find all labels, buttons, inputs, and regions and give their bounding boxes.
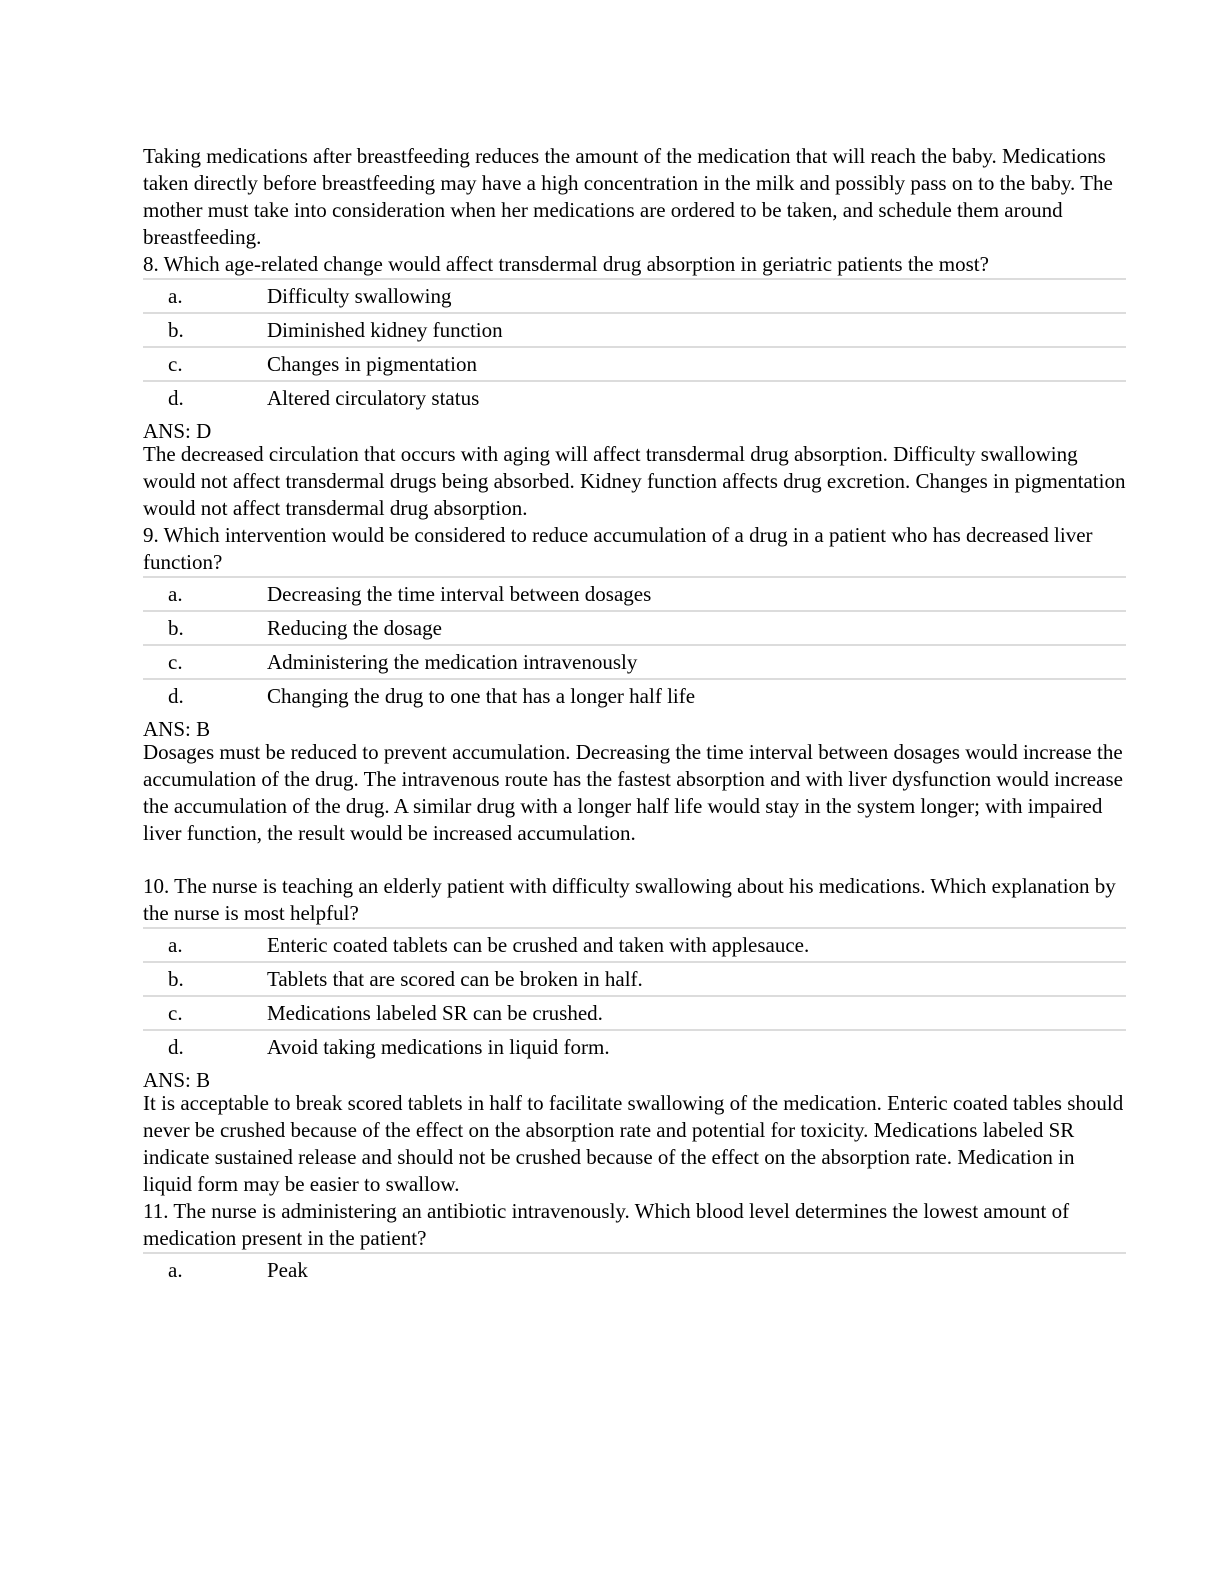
question-8-choices: [143, 278, 1126, 414]
paragraph-spacer: [143, 847, 1126, 873]
choice-letter: b.: [143, 962, 267, 996]
choice-row: [143, 928, 1126, 962]
choice-text: Changes in pigmentation: [267, 347, 1126, 381]
question-9: [143, 522, 1126, 847]
choice-text: Tablets that are scored can be broken in half.: [267, 962, 1126, 996]
choice-text: Avoid taking medications in liquid form.: [267, 1034, 610, 1059]
choice-letter: c.: [143, 645, 267, 679]
choice-letter: d.: [168, 385, 184, 410]
choice-letter: a.: [143, 928, 267, 962]
choice-row: [143, 279, 1126, 313]
question-9-answer: ANS: B: [143, 717, 211, 741]
choice-letter: c.: [143, 996, 267, 1030]
choice-letter: d.: [168, 683, 184, 708]
choice-text: Changing the drug to one that has a longer half life: [267, 683, 696, 708]
choice-text: Reducing the dosage: [267, 611, 1126, 645]
choice-letter: a.: [143, 577, 267, 611]
question-8: [143, 251, 1126, 522]
choice-row: [143, 611, 1126, 645]
choice-text: Medications labeled SR can be crushed.: [267, 996, 1126, 1030]
question-11-text: 11. The nurse is administering an antibiotic intravenously. Which blood level determines the lowest amount of medication present in the patient?: [143, 1199, 1070, 1250]
choice-letter: b.: [143, 611, 267, 645]
question-10-rationale: It is acceptable to break scored tablets in half to facilitate swallowing of the medication. Enteric coated tables should never be crushed because of the effect on the absorption rate and potential for toxicity. Medications labeled SR indicate sustained release and should not be crushed because of the effect on the absorption rate. Medication in liquid form may be easier to swallow.: [143, 1091, 1124, 1196]
choice-letter: d.: [168, 1034, 184, 1059]
choice-row: [143, 1253, 1126, 1286]
question-11-choices: [143, 1252, 1126, 1286]
choice-text: Altered circulatory status: [267, 385, 480, 410]
question-9-rationale: Dosages must be reduced to prevent accumulation. Decreasing the time interval between dosages would increase the accumulation of the drug. The intravenous route has the fastest absorption and with liver dysfunction would increase the accumulation of the drug. A similar drug with a longer half life would stay in the system longer; with impaired liver function, the result would be increased accumulation.: [143, 740, 1123, 845]
question-8-text: 8. Which age-related change would affect transdermal drug absorption in geriatric patients the most?: [143, 252, 989, 276]
choice-row: [143, 645, 1126, 679]
question-10: [143, 873, 1126, 1198]
choice-row: [143, 679, 1126, 712]
choice-row: [143, 962, 1126, 996]
choice-row: [143, 1030, 1126, 1063]
choice-row: [143, 347, 1126, 381]
choice-letter: a.: [143, 279, 267, 313]
choice-letter: a.: [168, 1257, 183, 1282]
question-10-choices: [143, 927, 1126, 1063]
question-8-rationale: The decreased circulation that occurs with aging will affect transdermal drug absorption. Difficulty swallowing would not affect transdermal drugs being absorbed. Kidney function affects drug excretion. Changes in pigmentation would not affect transdermal drug absorption.: [143, 442, 1126, 520]
question-10-answer: ANS: B: [143, 1068, 211, 1092]
choice-row: [143, 313, 1126, 347]
choice-text: Decreasing the time interval between dosages: [267, 577, 1126, 611]
question-8-answer: ANS: D: [143, 419, 212, 443]
choice-row: [143, 996, 1126, 1030]
choice-row: [143, 577, 1126, 611]
choice-text: Peak: [267, 1257, 308, 1282]
question-10-text: 10. The nurse is teaching an elderly patient with difficulty swallowing about his medications. Which explanation by the nurse is most helpful?: [143, 874, 1116, 925]
question-9-choices: [143, 576, 1126, 712]
choice-text: Administering the medication intravenously: [267, 645, 1126, 679]
question-11: [143, 1198, 1126, 1286]
choice-letter: b.: [143, 313, 267, 347]
choice-text: Diminished kidney function: [267, 313, 1126, 347]
choice-letter: c.: [143, 347, 267, 381]
intro-paragraph: Taking medications after breastfeeding reduces the amount of the medication that will reach the baby. Medications taken directly before breastfeeding may have a high concentration in the milk and possibly pass on to the baby. The mother must take into consideration when her medications are ordered to be taken, and schedule them around breastfeeding.: [143, 144, 1113, 249]
choice-text: Difficulty swallowing: [267, 279, 1126, 313]
choice-text: Enteric coated tablets can be crushed and taken with applesauce.: [267, 928, 1126, 962]
question-9-text: 9. Which intervention would be considered to reduce accumulation of a drug in a patient who has decreased liver function?: [143, 523, 1093, 574]
document-page: [143, 143, 1126, 1286]
choice-row: [143, 381, 1126, 414]
